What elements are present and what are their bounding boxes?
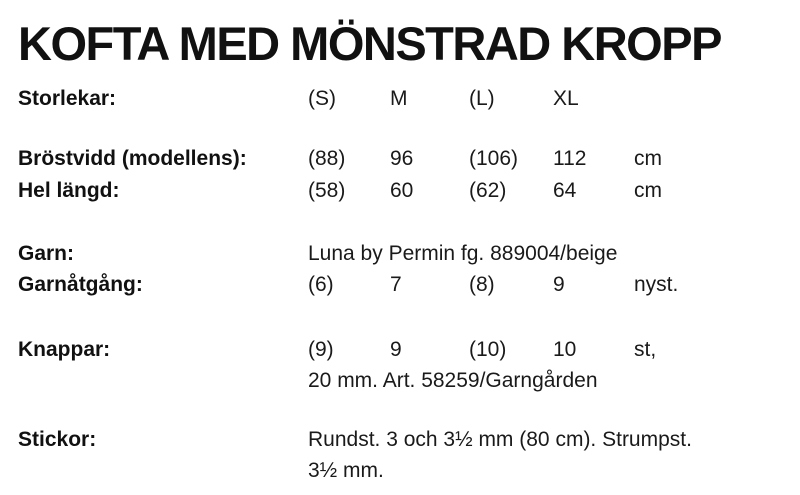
buttons-l: (10) <box>469 338 507 361</box>
size-s: (S) <box>308 87 336 110</box>
yarn-amount-xl: 9 <box>553 273 565 296</box>
buttons-label: Knappar: <box>18 338 111 361</box>
length-value-l: (62) <box>469 179 507 202</box>
length-unit: cm <box>634 179 662 202</box>
sizes-label: Storlekar: <box>18 87 117 110</box>
yarn-amount-l: (8) <box>469 273 495 296</box>
page-title: KOFTA MED MÖNSTRAD KROPP <box>18 17 721 70</box>
yarn-text: Luna by Permin fg. 889004/beige <box>308 242 618 265</box>
buttons-unit: st, <box>634 338 657 361</box>
yarn-label: Garn: <box>18 242 75 265</box>
length-value-m: 60 <box>390 179 414 202</box>
chest-value-xl: 112 <box>553 147 587 170</box>
size-m: M <box>390 87 408 110</box>
chest-label: Bröstvidd (modellens): <box>18 147 247 170</box>
needles-line-2: 3½ mm. <box>308 459 384 482</box>
length-value-s: (58) <box>308 179 346 202</box>
yarn-amount-m: 7 <box>390 273 402 296</box>
length-value-xl: 64 <box>553 179 577 202</box>
needles-line-1: Rundst. 3 och 3½ mm (80 cm). Strumpst. <box>308 428 692 451</box>
needles-label: Stickor: <box>18 428 97 451</box>
buttons-xl: 10 <box>553 338 577 361</box>
buttons-s: (9) <box>308 338 334 361</box>
size-xl: XL <box>553 87 579 110</box>
chest-value-s: (88) <box>308 147 346 170</box>
buttons-detail: 20 mm. Art. 58259/Garngården <box>308 369 598 392</box>
buttons-m: 9 <box>390 338 402 361</box>
chest-value-m: 96 <box>390 147 414 170</box>
chest-unit: cm <box>634 147 662 170</box>
length-label: Hel längd: <box>18 179 120 202</box>
yarn-amount-s: (6) <box>308 273 334 296</box>
chest-value-l: (106) <box>469 147 519 170</box>
yarn-amount-unit: nyst. <box>634 273 679 296</box>
size-l: (L) <box>469 87 495 110</box>
yarn-amount-label: Garnåtgång: <box>18 273 143 296</box>
